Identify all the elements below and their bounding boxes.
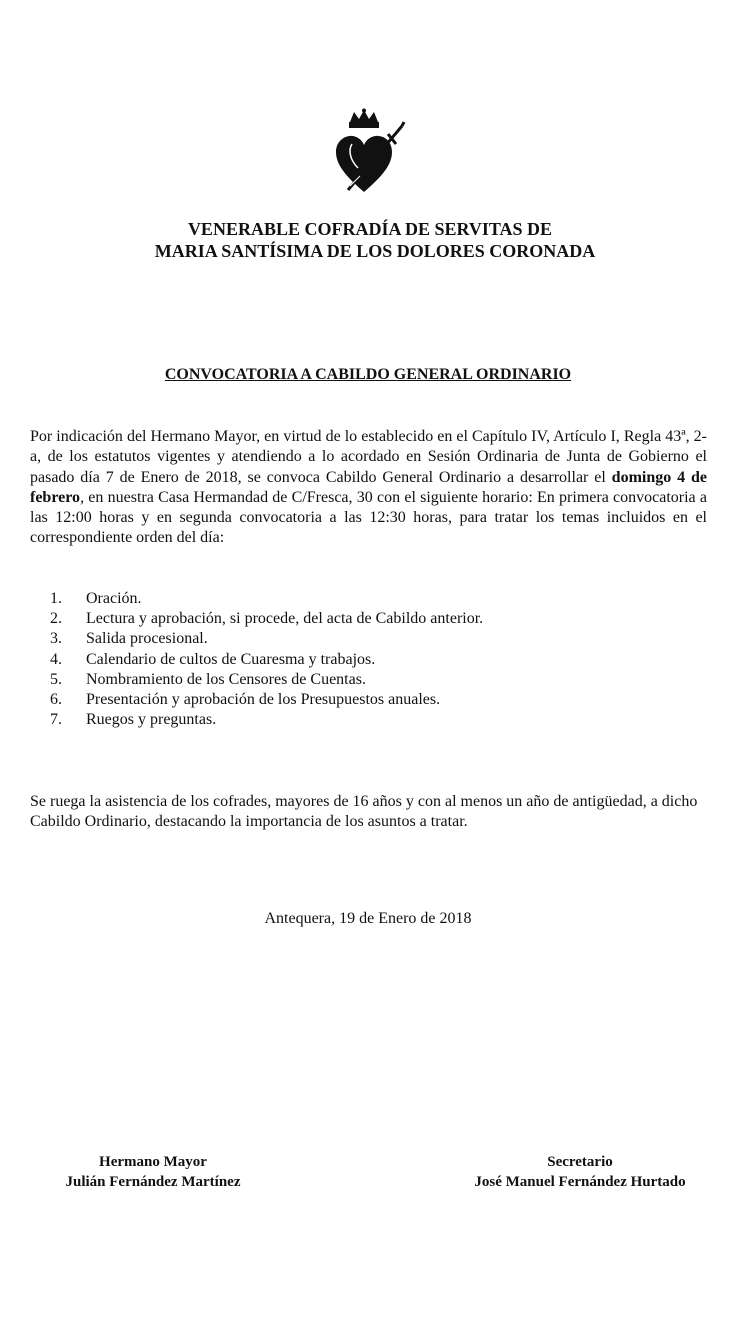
agenda-item [50, 629, 483, 649]
agenda-item-text: Calendario de cultos de Cuaresma y trabajos. [86, 650, 376, 668]
brotherhood-title-line-1: VENERABLE COFRADÍA DE SERVITAS DE [187, 219, 553, 239]
signature-block-left [38, 1152, 268, 1192]
closing-paragraph: Se ruega la asistencia de los cofrades, mayores de 16 años y con al menos un año de antigüedad, a dicho Cabildo Ordinario, destacando la importancia de los asuntos a tratar. [30, 793, 698, 831]
agenda-item-text: Ruegos y preguntas. [86, 711, 217, 729]
agenda-item-text: Oración. [86, 590, 142, 607]
agenda-item-text: Salida procesional. [86, 630, 208, 648]
document-heading: CONVOCATORIA A CABILDO GENERAL ORDINARIO [164, 366, 572, 383]
agenda-item-text: Presentación y aprobación de los Presupuestos anuales. [86, 691, 441, 709]
agenda-item-number: 5. [50, 670, 62, 688]
sacred-heart-crown-sword-icon [330, 108, 406, 196]
agenda-item-number: 1. [50, 590, 62, 607]
agenda-item-number: 6. [50, 691, 62, 709]
signer-name: Julián Fernández Martínez [65, 1174, 241, 1190]
agenda-item-number: 2. [50, 610, 62, 628]
place-date-line: Antequera, 19 de Enero de 2018 [264, 910, 472, 927]
agenda-item-number: 7. [50, 711, 62, 729]
agenda-item [50, 609, 483, 629]
agenda-item [50, 670, 483, 690]
agenda-item-text: Lectura y aprobación, si procede, del acta de Cabildo anterior. [86, 610, 484, 628]
agenda-item [50, 589, 483, 609]
agenda-item-number: 4. [50, 650, 62, 668]
intro-text-1: Por indicación del Hermano Mayor, en virtud de lo establecido en el Capítulo IV, Artículo I, Regla 43ª, 2-a, de los estatutos vigentes y atendiendo a lo acordado en Sesión Ordinaria de Junta de Gobierno el pasado día 7 de Enero de 2018, se convoca Cabildo General Ordinario a desarrollar el [30, 428, 707, 486]
brotherhood-title-line-2: MARIA SANTÍSIMA DE LOS DOLORES CORONADA [154, 241, 596, 261]
intro-text-2: , en nuestra Casa Hermandad de C/Fresca, 30 con el siguiente horario: En primera convocatoria a las 12:00 horas y en segunda convocatoria a las 12:30 horas, para tratar los temas incluidos en el correspondiente orden del día: [30, 488, 707, 547]
agenda-item [50, 710, 483, 730]
agenda-item-number: 3. [50, 630, 62, 648]
signer-role: Secretario [547, 1154, 613, 1170]
agenda-list [50, 589, 483, 730]
signer-role: Hermano Mayor [99, 1154, 207, 1170]
agenda-item-text: Nombramiento de los Censores de Cuentas. [86, 670, 366, 688]
agenda-item [50, 690, 483, 710]
intro-paragraph [30, 427, 707, 549]
agenda-item [50, 650, 483, 670]
signature-block-right [440, 1152, 720, 1192]
signer-name: José Manuel Fernández Hurtado [474, 1174, 686, 1190]
meeting-date-bold: domingo 4 de febrero [30, 468, 707, 506]
